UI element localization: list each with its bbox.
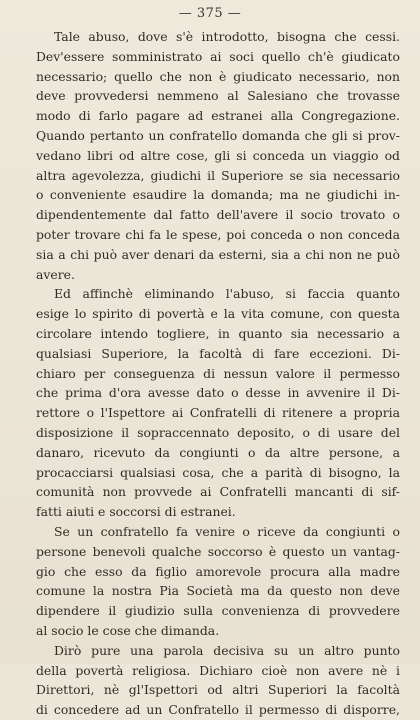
text-line: persone benevoli qualche soccorso è questo un vantag- xyxy=(36,543,400,559)
text-line: procacciarsi qualsiasi cosa, che a parità di bisogno, la xyxy=(36,464,400,480)
text-line: esige lo spirito di povertà e la vita comune, con questa xyxy=(36,306,400,322)
text-line: deve provvedersi nemmeno al Salesiano che trovasse xyxy=(36,88,400,104)
text-line: Ed affinchè eliminando l'abuso, si faccia quanto xyxy=(54,286,400,302)
text-line: della povertà religiosa. Dichiaro cioè non avere nè i xyxy=(36,662,400,678)
text-line: qualsiasi Superiore, la facoltà di fare eccezioni. Di- xyxy=(36,345,400,361)
text-line: Tale abuso, dove s'è introdotto, bisogna che cessi. xyxy=(54,29,400,44)
text-line: dipendere il giudizio sulla convenienza di provvedere xyxy=(36,603,400,619)
text-line: sia a chi può aver denari da esterni, sia a chi non ne può xyxy=(36,246,400,262)
text-line: gio che esso da figlio amorevole procura alla madre xyxy=(36,563,400,579)
text-line: dipendentemente dal fatto dell'avere il socio trovato o xyxy=(36,207,400,223)
text-line: poter trovare chi fa le spese, poi conceda o non conceda xyxy=(36,226,400,242)
text-line: necessario; quello che non è giudicato necessario, non xyxy=(36,68,400,84)
text-line: vedano libri od altre cose, gli si conceda un viaggio od xyxy=(36,147,400,163)
text-line: danaro, ricevuto da congiunti o da altre persone, a xyxy=(36,444,400,460)
body-text xyxy=(36,27,400,720)
text-line: circolare intendo togliere, in quanto sia necessario a xyxy=(36,325,400,341)
text-line: modo di farlo pagare ad estranei alla Congregazione. xyxy=(36,108,400,124)
text-line: Direttori, nè gl'Ispettori od altri Superiori la facoltà xyxy=(36,682,400,698)
text-line: di concedere ad un Confratello il permesso di disporre, xyxy=(36,702,400,718)
text-line: comunità non provvede ai Confratelli mancanti di sif- xyxy=(36,484,400,500)
text-line: avere. xyxy=(36,266,75,282)
text-line: che prima d'ora avesse dato o desse in avvenire il Di- xyxy=(36,385,400,401)
text-line: o conveniente esaudire la domanda; ma ne giudichi in- xyxy=(36,187,400,203)
text-line: fatti aiuti e soccorsi di estranei. xyxy=(36,504,236,520)
text-line: disposizione il sopraccennato deposito, o di usare del xyxy=(36,424,400,440)
text-line: al socio le cose che dimanda. xyxy=(36,622,220,638)
text-line: altra agevolezza, giudichi il Superiore se sia necessario xyxy=(36,167,400,183)
page-number: — 375 — xyxy=(178,6,242,21)
text-line: Quando pertanto un confratello domanda che gli si prov- xyxy=(36,127,400,143)
text-line: Dev'essere somministrato ai soci quello ch'è giudicato xyxy=(36,48,400,64)
text-line: rettore o l'Ispettore ai Confratelli di ritenere a propria xyxy=(36,405,400,421)
text-line: Se un confratello fa venire o riceve da congiunti o xyxy=(54,523,400,539)
text-line: comune la nostra Pia Società ma da questo non deve xyxy=(36,583,400,599)
text-line: chiaro per conseguenza di nessun valore il permesso xyxy=(36,365,400,381)
text-line: Dirò pure una parola decisiva su un altro punto xyxy=(54,642,400,658)
